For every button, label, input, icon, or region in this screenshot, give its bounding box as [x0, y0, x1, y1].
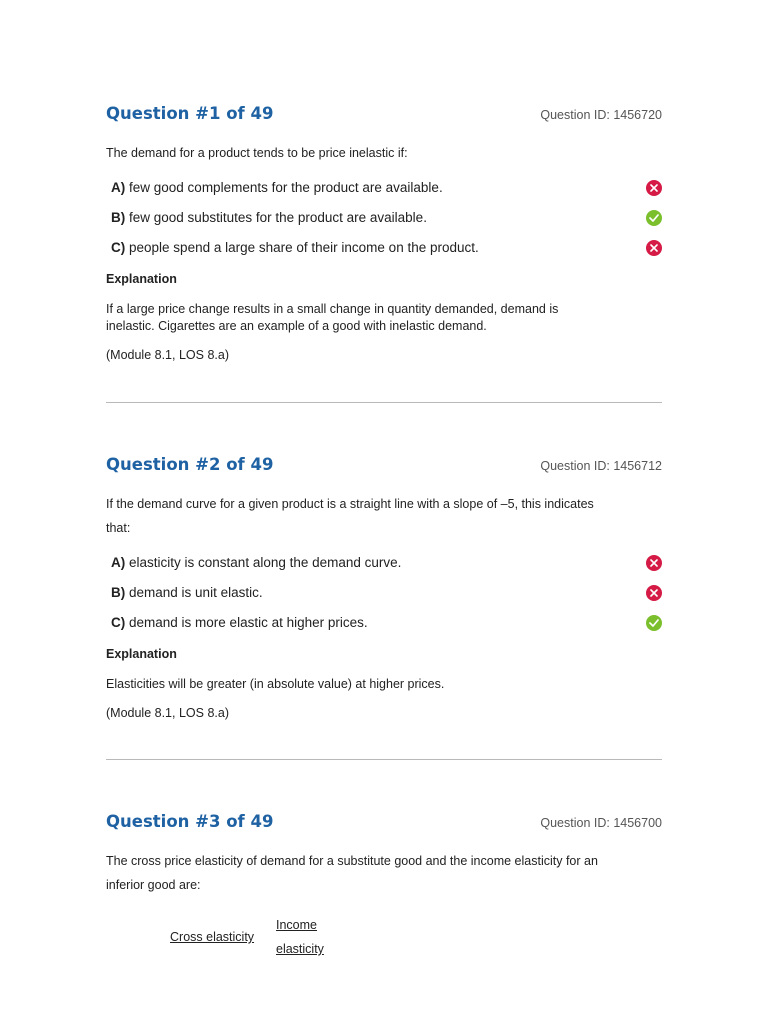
- module-reference: (Module 8.1, LOS 8.a): [106, 706, 229, 720]
- question-text-line: inferior good are:: [106, 878, 201, 892]
- answer-option-c: [111, 237, 662, 259]
- answer-option-a: [111, 177, 662, 199]
- explanation-line: inelastic. Cigarettes are an example of a good with inelastic demand.: [106, 319, 487, 333]
- x-icon: [646, 180, 662, 196]
- table-header-line: elasticity: [276, 942, 324, 956]
- table-header-cross-elasticity: Cross elasticity: [170, 930, 255, 944]
- explanation-label: Explanation: [106, 647, 177, 661]
- answer-text: demand is unit elastic.: [129, 585, 263, 600]
- question-text: [106, 849, 662, 897]
- answer-option-c: [111, 612, 662, 634]
- explanation-line: If a large price change results in a small change in quantity demanded, demand is: [106, 302, 559, 316]
- question-text-line: If the demand curve for a given product is a straight line with a slope of –5, this indicates: [106, 497, 594, 511]
- answer-text: demand is more elastic at higher prices.: [129, 615, 368, 630]
- explanation-label: Explanation: [106, 272, 177, 286]
- question-header: [106, 812, 662, 836]
- question-text: [106, 492, 662, 540]
- question-title: Question #1 of 49: [106, 104, 274, 123]
- question-title: Question #2 of 49: [106, 455, 274, 474]
- question-divider: [106, 759, 662, 760]
- module-reference: (Module 8.1, LOS 8.a): [106, 348, 229, 362]
- answer-letter: C): [111, 240, 126, 255]
- answer-option-b: [111, 582, 662, 604]
- table-header-line: Income: [276, 918, 317, 932]
- question-text: The demand for a product tends to be price inelastic if:: [106, 146, 408, 160]
- explanation-text: [106, 301, 646, 335]
- question-id: Question ID: 1456712: [540, 459, 662, 473]
- answer-letter: B): [111, 210, 126, 225]
- question-divider: [106, 402, 662, 403]
- question-1: [106, 104, 662, 362]
- explanation-text: [106, 676, 646, 693]
- x-icon: [646, 555, 662, 571]
- question-2: [106, 455, 662, 720]
- answer-letter: C): [111, 615, 126, 630]
- answer-letter: A): [111, 555, 126, 570]
- answer-option-a: [111, 552, 662, 574]
- question-title: Question #3 of 49: [106, 812, 274, 831]
- x-icon: [646, 240, 662, 256]
- answer-text: elasticity is constant along the demand curve.: [129, 555, 402, 570]
- answer-text: few good complements for the product are available.: [129, 180, 443, 195]
- answer-letter: A): [111, 180, 126, 195]
- check-icon: [646, 210, 662, 226]
- answer-option-b: [111, 207, 662, 229]
- table-header-income-elasticity: [276, 913, 324, 961]
- question-header: [106, 455, 662, 479]
- answer-text: few good substitutes for the product are available.: [129, 210, 427, 225]
- question-text-line: that:: [106, 521, 131, 535]
- question-id: Question ID: 1456700: [540, 816, 662, 830]
- question-id: Question ID: 1456720: [540, 108, 662, 122]
- question-3: [106, 812, 662, 956]
- check-icon: [646, 615, 662, 631]
- answer-text: people spend a large share of their income on the product.: [129, 240, 479, 255]
- question-header: [106, 104, 662, 128]
- x-icon: [646, 585, 662, 601]
- answer-letter: B): [111, 585, 126, 600]
- question-text-line: The cross price elasticity of demand for a substitute good and the income elasticity for an: [106, 854, 598, 868]
- explanation-line: Elasticities will be greater (in absolute value) at higher prices.: [106, 677, 445, 691]
